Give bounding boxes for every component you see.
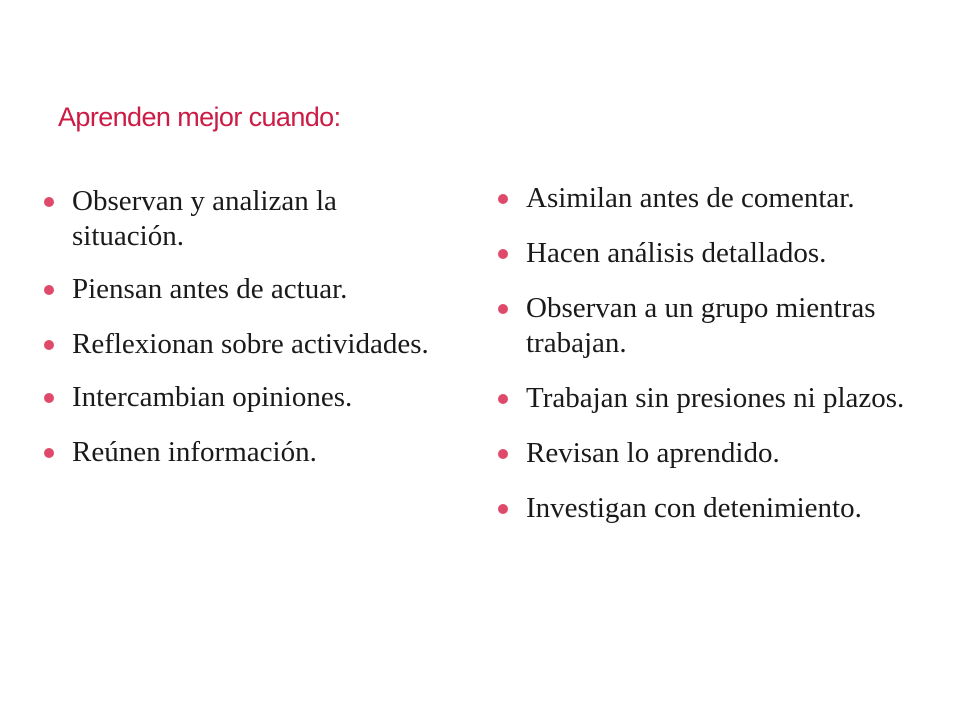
list-item-text: Trabajan sin presiones ni plazos. [526, 382, 905, 414]
bullet-icon [498, 249, 508, 259]
list-item [498, 436, 918, 471]
slide-title: Aprenden mejor cuando: [58, 102, 341, 132]
bullet-icon [498, 504, 508, 514]
list-item [498, 181, 918, 216]
list-item-text: Reúnen información. [72, 436, 317, 468]
list-item-text: Investigan con detenimiento. [526, 492, 862, 524]
list-item-text: Asimilan antes de comentar. [526, 182, 855, 214]
list-item-text: Reflexionan sobre actividades. [72, 328, 429, 360]
list-item [44, 327, 444, 362]
bullet-icon [498, 194, 508, 204]
bullet-icon [44, 340, 54, 350]
list-item [44, 184, 444, 254]
list-item [44, 272, 444, 307]
list-item [498, 491, 918, 526]
list-item [44, 380, 444, 415]
list-item-text: Hacen análisis detallados. [526, 237, 827, 269]
list-item [44, 435, 444, 470]
bullet-icon [498, 394, 508, 404]
bullet-icon [498, 304, 508, 314]
bullet-icon [498, 449, 508, 459]
bullet-icon [44, 285, 54, 295]
bullet-icon [44, 393, 54, 403]
list-item [498, 291, 918, 361]
list-item [498, 236, 918, 271]
bullet-icon [44, 448, 54, 458]
right-bullet-list [498, 181, 918, 546]
list-item-text: Revisan lo aprendido. [526, 437, 780, 469]
list-item-text: Piensan antes de actuar. [72, 273, 348, 305]
list-item [498, 381, 918, 416]
list-item-text: Observan a un grupo mientras trabajan. [526, 292, 876, 359]
left-bullet-list [44, 184, 444, 490]
list-item-text: Intercambian opiniones. [72, 381, 353, 413]
list-item-text: Observan y analizan la situación. [72, 185, 337, 252]
bullet-icon [44, 197, 54, 207]
